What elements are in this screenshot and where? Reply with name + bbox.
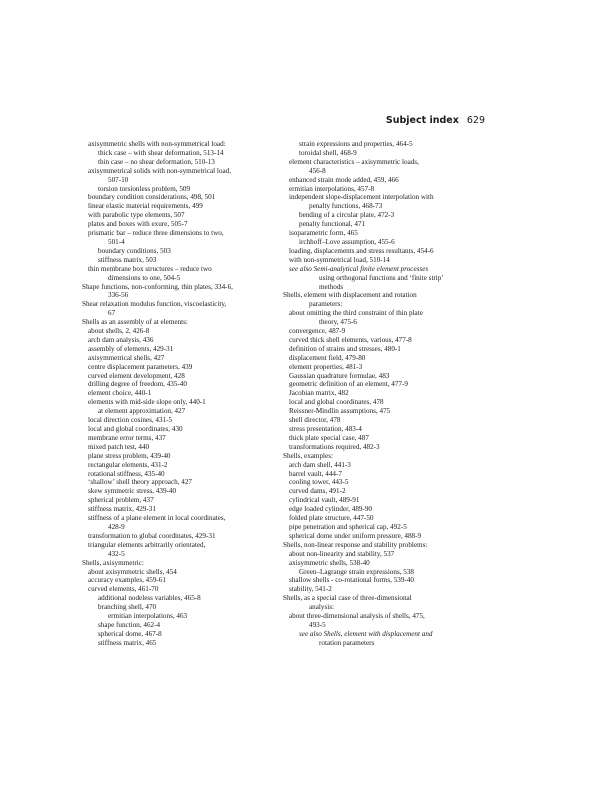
index-entry: Jacobian matrix, 482 [289, 389, 349, 398]
page-number: 629 [466, 115, 485, 126]
index-entry: Shells, element with displacement and rotation [283, 291, 417, 300]
index-entry: Shells, non-linear response and stability problems: [283, 540, 428, 549]
index-entry: element properties, 481-3 [289, 362, 363, 371]
index-entry: analysis: [309, 603, 334, 612]
index-entry: axisymmetric shells with non-symmetrical load: [88, 140, 226, 148]
index-entry: Shells, as a special case of three-dimensional [283, 594, 412, 603]
index-entry: bending of a circular plate, 472-3 [299, 211, 395, 220]
index-entry: Shells, axisymmetric: [82, 558, 144, 567]
index-entry: curved element development, 428 [88, 371, 185, 380]
index-entry: rotational stiffness, 435-40 [88, 469, 165, 478]
index-entry: transformations required, 482-3 [289, 442, 380, 451]
index-entry: Green–Lagrange strain expressions, 538 [299, 567, 415, 576]
index-entry: about shells, 2, 426-8 [88, 327, 150, 336]
index-entry: axisymmetric shells, 538-40 [289, 558, 370, 567]
index-entry: spherical dome, 467-8 [98, 629, 162, 638]
index-entry: spherical problem, 437 [88, 496, 154, 505]
index-entry: isoparametric form, 465 [289, 229, 358, 238]
index-entry: arch dam shell, 441-3 [289, 460, 351, 469]
index-entry: folded plate structure, 447-50 [289, 514, 374, 523]
index-entry: ermitian interpolations, 463 [108, 612, 188, 621]
index-entry: thick plate special case, 487 [289, 433, 369, 442]
index-entry: Shear relaxation modulus function, viscoelasticity, [82, 300, 227, 309]
index-entry: thin case – no shear deformation, 510-13 [98, 157, 215, 166]
index-entry: dimensions to one, 504-5 [108, 273, 181, 282]
index-entry: membrane error terms, 437 [88, 433, 166, 442]
index-entry: plane stress problem, 439-40 [88, 451, 171, 460]
index-entry: cylindrical vault, 489-91 [289, 496, 360, 505]
index-entry: Shells, examples: [283, 451, 333, 460]
index-entry: assembly of elements, 429-31 [88, 344, 174, 353]
index-entry: 507-10 [108, 175, 129, 184]
index-entry: definition of strains and stresses, 480-1 [289, 344, 401, 353]
index-entry: displacement field, 479-80 [289, 353, 366, 362]
index-entry: stability, 541-2 [289, 585, 332, 594]
index-entry: 336-56 [108, 291, 129, 300]
index-entry: stress presentation, 483-4 [289, 425, 362, 433]
index-entry: independent slope-displacement interpolation with [289, 193, 434, 202]
index-entry: enhanced strain mode added, 459, 466 [289, 175, 399, 184]
index-column-left [82, 140, 282, 648]
index-entry: pipe penetration and spherical cap, 492-5 [289, 522, 407, 531]
index-entry: 432-5 [108, 549, 125, 558]
index-entry: parameters: [309, 300, 343, 309]
index-entry: rotation parameters [319, 638, 375, 647]
index-entry: accuracy examples, 459-61 [88, 576, 166, 585]
index-entry: element characteristics – axisymmetric loads, [289, 157, 419, 166]
index-entry: at element approximation, 427 [98, 407, 186, 416]
index-entry: see also Shells, element with displacement and [299, 629, 433, 638]
index-entry: Reissner-Mindlin assumptions, 475 [289, 407, 391, 416]
index-entry: thin membrane box structures – reduce two [88, 264, 212, 273]
index-entry: shell director, 478 [289, 416, 341, 425]
index-entry: penalty functions, 468-73 [309, 202, 383, 211]
index-entry: transformation to global coordinates, 429-31 [88, 531, 216, 540]
index-entry: with non-symmetrical load, 510-14 [289, 255, 390, 264]
header-title: Subject index [385, 115, 459, 126]
index-entry: Shape functions, non-conforming, thin plates, 334-6, [82, 282, 233, 291]
index-entry: ermitian interpolations, 457-8 [289, 184, 375, 193]
index-entry: theory, 475-6 [319, 318, 358, 327]
index-entry: boundary condition considerations, 498, 501 [88, 193, 216, 202]
index-entry: stiffness matrix, 465 [98, 638, 157, 647]
index-entry: shape function, 462-4 [98, 620, 161, 629]
index-entry: about three-dimensional analysis of shells, 475, [289, 612, 425, 621]
index-entry: see also Semi-analytical finite element processes [289, 264, 429, 273]
index-entry: about omitting the third constraint of thin plate [289, 309, 423, 318]
index-column-right [283, 140, 498, 648]
index-entry: about axisymmetric shells, 454 [88, 567, 177, 576]
index-entry: rectangular elements, 431-2 [88, 460, 168, 469]
index-entry: skew symmetric stress, 439-40 [88, 487, 177, 496]
index-entry: triangular elements arbitrarily orientated, [88, 540, 206, 549]
index-entry: branching shell, 470 [98, 603, 157, 612]
index-entry: axisymmetrical shells, 427 [88, 353, 165, 362]
index-entry: geometric definition of an element, 477-9 [289, 380, 408, 389]
index-entry: torsion torsionless problem, 509 [98, 184, 191, 193]
index-entry: methods [319, 282, 344, 291]
index-entry: using orthogonal functions and ‘finite strip’ [319, 273, 444, 282]
index-entry: mixed patch test, 440 [88, 442, 150, 451]
index-entry: shallow shells - co-rotational forms, 539-40 [289, 576, 414, 585]
index-entry: axisymmetrical solids with non-symmetrical load, [88, 166, 231, 175]
index-entry: with parabolic type elements, 507 [88, 211, 185, 220]
index-entry: stiffness matrix, 429-31 [88, 505, 156, 514]
index-entry: Shells as an assembly of at elements: [82, 318, 188, 327]
index-entry: edge loaded cylinder, 489-90 [289, 505, 372, 514]
index-entry: stiffness of a plane element in local coordinates, [88, 514, 226, 523]
index-entry: centre displacement parameters, 439 [88, 362, 193, 371]
index-entry: 456-8 [309, 166, 326, 175]
index-entry: toroidal shell, 468-9 [299, 148, 357, 157]
index-entry: irchhoff–Love assumption, 455-6 [299, 237, 395, 246]
index-entry: local and global coordinates, 430 [88, 425, 183, 433]
index-entry: curved dams, 491-2 [289, 487, 346, 496]
index-entry: barrel vault, 444-7 [289, 469, 342, 478]
index-entry: curved elements, 461-70 [88, 585, 159, 594]
running-header [386, 115, 485, 126]
index-entry: linear elastic material requirements, 499 [88, 202, 203, 211]
index-entry: elements with mid-side slope only, 440-1 [88, 398, 206, 407]
index-entry: prismatic bar – reduce three dimensions to two, [88, 229, 224, 238]
index-entry: Gaussian quadrature formulae, 483 [289, 371, 390, 380]
index-entry: boundary conditions, 503 [98, 246, 171, 255]
index-entry: stiffness matrix, 503 [98, 255, 157, 264]
index-entry: 493-5 [309, 620, 326, 629]
index-entry: plates and boxes with exure, 505-7 [88, 220, 188, 229]
index-entry: penalty functional, 471 [299, 220, 366, 229]
index-entry: loading, displacements and stress resultants, 454-6 [289, 246, 434, 255]
index-entry: 428-9 [108, 522, 125, 531]
index-entry: ‘shallow’ shell theory approach, 427 [88, 478, 192, 487]
index-entry: 67 [108, 309, 116, 318]
index-entry: element choice, 440-1 [88, 389, 152, 398]
index-entry: strain expressions and properties, 464-5 [299, 140, 413, 148]
index-entry: local and global coordinates, 478 [289, 398, 384, 407]
index-entry: additional nodeless variables, 465-8 [98, 594, 201, 603]
index-entry: about non-linearity and stability, 537 [289, 549, 395, 558]
index-entry: convergence, 487-9 [289, 327, 346, 336]
index-entry: curved thick shell elements, various, 477-8 [289, 335, 412, 344]
index-entry: cooling tower, 443-5 [289, 478, 349, 487]
index-entry: drilling degree of freedom, 435-40 [88, 380, 187, 389]
index-entry: spherical dome under uniform pressure, 488-9 [289, 531, 422, 540]
index-entry: local direction cosines, 431-5 [88, 416, 173, 425]
index-entry: thick case – with shear deformation, 513-14 [98, 148, 224, 157]
index-entry: arch dam analysis, 436 [88, 335, 154, 344]
index-entry: 501-4 [108, 237, 125, 246]
